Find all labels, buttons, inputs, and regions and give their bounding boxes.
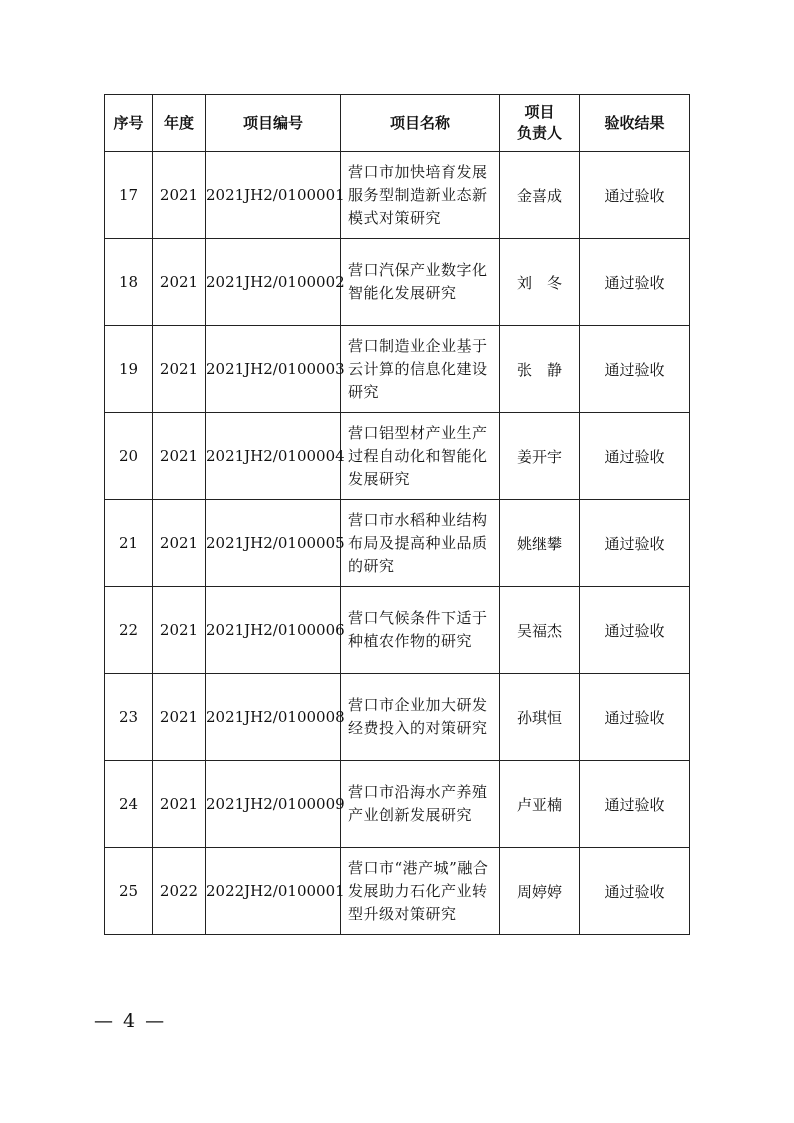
header-leader xyxy=(500,95,580,152)
cell-year: 2021 xyxy=(153,239,206,326)
table-row xyxy=(105,500,690,587)
table-row xyxy=(105,848,690,935)
cell-index: 23 xyxy=(105,674,153,761)
table-row xyxy=(105,413,690,500)
cell-result: 通过验收 xyxy=(580,848,690,935)
cell-index: 18 xyxy=(105,239,153,326)
cell-index: 17 xyxy=(105,152,153,239)
cell-year: 2021 xyxy=(153,761,206,848)
cell-result: 通过验收 xyxy=(580,761,690,848)
cell-name: 营口铝型材产业生产过程自动化和智能化发展研究 xyxy=(341,413,500,500)
cell-name: 营口市“港产城”融合发展助力石化产业转型升级对策研究 xyxy=(341,848,500,935)
header-code: 项目编号 xyxy=(206,95,341,152)
cell-index: 22 xyxy=(105,587,153,674)
table-header-row xyxy=(105,95,690,152)
header-leader-line2: 负责人 xyxy=(516,124,562,142)
cell-result: 通过验收 xyxy=(580,413,690,500)
cell-code: 2021JH2/0100005 xyxy=(206,500,341,587)
table-row xyxy=(105,152,690,239)
cell-code: 2021JH2/0100009 xyxy=(206,761,341,848)
cell-index: 25 xyxy=(105,848,153,935)
cell-name: 营口市企业加大研发经费投入的对策研究 xyxy=(341,674,500,761)
cell-result: 通过验收 xyxy=(580,152,690,239)
cell-index: 21 xyxy=(105,500,153,587)
cell-name: 营口市水稻种业结构布局及提高种业品质的研究 xyxy=(341,500,500,587)
cell-index: 19 xyxy=(105,326,153,413)
cell-code: 2021JH2/0100001 xyxy=(206,152,341,239)
cell-name: 营口气候条件下适于种植农作物的研究 xyxy=(341,587,500,674)
table-row xyxy=(105,761,690,848)
cell-code: 2021JH2/0100008 xyxy=(206,674,341,761)
cell-leader: 刘 冬 xyxy=(500,239,580,326)
table-row xyxy=(105,326,690,413)
cell-year: 2021 xyxy=(153,587,206,674)
cell-code: 2021JH2/0100003 xyxy=(206,326,341,413)
cell-year: 2021 xyxy=(153,500,206,587)
cell-leader: 吴福杰 xyxy=(500,587,580,674)
cell-year: 2021 xyxy=(153,152,206,239)
cell-leader: 姜开宇 xyxy=(500,413,580,500)
header-leader-line1: 项目 xyxy=(524,103,555,121)
cell-result: 通过验收 xyxy=(580,326,690,413)
cell-year: 2021 xyxy=(153,674,206,761)
cell-index: 20 xyxy=(105,413,153,500)
cell-result: 通过验收 xyxy=(580,674,690,761)
table-row xyxy=(105,239,690,326)
header-year: 年度 xyxy=(153,95,206,152)
cell-year: 2022 xyxy=(153,848,206,935)
cell-result: 通过验收 xyxy=(580,239,690,326)
header-result: 验收结果 xyxy=(580,95,690,152)
cell-leader: 孙琪恒 xyxy=(500,674,580,761)
table-row xyxy=(105,587,690,674)
cell-code: 2022JH2/0100001 xyxy=(206,848,341,935)
acceptance-results-table xyxy=(104,94,690,935)
cell-year: 2021 xyxy=(153,326,206,413)
page-number: — 4 — xyxy=(94,1010,167,1032)
cell-code: 2021JH2/0100006 xyxy=(206,587,341,674)
cell-leader: 周婷婷 xyxy=(500,848,580,935)
cell-name: 营口市加快培育发展服务型制造新业态新模式对策研究 xyxy=(341,152,500,239)
cell-leader: 张 静 xyxy=(500,326,580,413)
cell-leader: 金喜成 xyxy=(500,152,580,239)
header-name: 项目名称 xyxy=(341,95,500,152)
cell-code: 2021JH2/0100004 xyxy=(206,413,341,500)
cell-result: 通过验收 xyxy=(580,500,690,587)
cell-leader: 卢亚楠 xyxy=(500,761,580,848)
cell-index: 24 xyxy=(105,761,153,848)
cell-year: 2021 xyxy=(153,413,206,500)
cell-result: 通过验收 xyxy=(580,587,690,674)
cell-code: 2021JH2/0100002 xyxy=(206,239,341,326)
cell-name: 营口制造业企业基于云计算的信息化建设研究 xyxy=(341,326,500,413)
cell-name: 营口市沿海水产养殖产业创新发展研究 xyxy=(341,761,500,848)
header-index: 序号 xyxy=(105,95,153,152)
table-row xyxy=(105,674,690,761)
cell-name: 营口汽保产业数字化智能化发展研究 xyxy=(341,239,500,326)
cell-leader: 姚继攀 xyxy=(500,500,580,587)
